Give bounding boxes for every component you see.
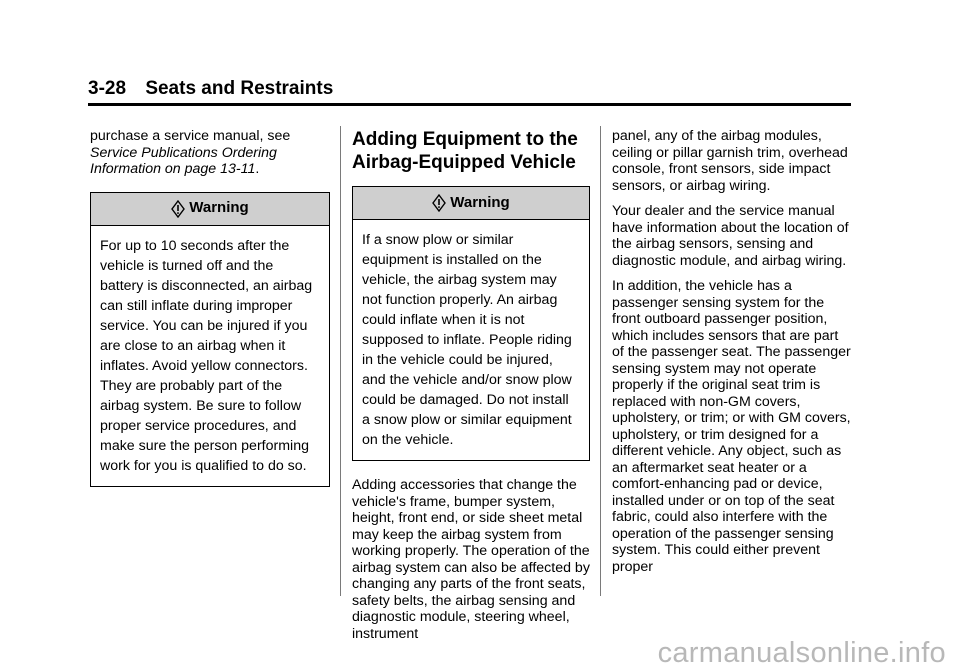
column-3 — [612, 128, 854, 584]
column-2 — [352, 128, 590, 651]
header-rule — [88, 103, 851, 106]
column-divider-right — [600, 126, 601, 596]
body-paragraph: Adding accessories that change the vehicle's frame, bumper system, height, front end, or side sheet metal may keep the airbag system from working properly. The operation of the airbag system can also be affected by changing any parts of the front seats, safety belts, the airbag sensing and diagnostic module, steering wheel, instrument — [352, 477, 590, 642]
column-1 — [90, 128, 330, 501]
section-title: Adding Equipment to the Airbag-Equipped Vehicle — [352, 129, 578, 173]
warning-icon — [432, 194, 446, 212]
body-paragraph: In addition, the vehicle has a passenger sensing system for the front outboard passenger position, which includes sensors that are part of the passenger seat. The passenger sensing system may not operate properly if the original seat trim is replaced with non-GM covers, upholstery, or trim; or with GM covers, upholstery, or trim designed for a different vehicle. Any object, such as an aftermarket seat heater or a comfort-enhancing pad or device, installed under or on top of the seat fabric, could also interfere with the operation of the passenger sensing system. This could either prevent proper — [612, 278, 851, 575]
warning-header — [91, 193, 329, 226]
service-publications-reference[interactable]: Service Publications Ordering Information on page 13-11 — [90, 144, 277, 177]
watermark: carmanualsonline.info — [657, 637, 946, 669]
warning-box — [352, 186, 590, 461]
body-paragraph: panel, any of the airbag modules, ceiling or pillar garnish trim, overhead console, front sensors, side impact sensors, or airbag wiring. — [612, 128, 848, 194]
warning-box — [90, 192, 330, 487]
column-divider-left — [340, 126, 341, 596]
intro-paragraph: purchase a service manual, see Service Publications Ordering Information on page 13-11. — [90, 128, 291, 177]
warning-text: For up to 10 seconds after the vehicle is turned off and the battery is disconnected, an airbag can still inflate during improper service. You can be injured if you are close to an airbag when it inflates. Avoid yellow connectors. They are probably part of the airbag system. Be sure to follow proper service procedures, and make sure the person performing work for you is qualified to do so. — [100, 237, 313, 474]
body-paragraph: Your dealer and the service manual have information about the location of the airbag sensors, sensing and diagnostic module, and airbag wiring. — [612, 203, 849, 269]
warning-text: If a snow plow or similar equipment is installed on the vehicle, the airbag system may not function properly. An airbag could inflate when it is not supposed to inflate. People riding in the vehicle could be injured, and the vehicle and/or snow plow could be damaged. Do not install a snow plow or similar equipment on the vehicle. — [362, 232, 572, 448]
warning-icon — [171, 200, 185, 218]
warning-header — [353, 187, 589, 220]
chapter-title: Seats and Restraints — [145, 78, 334, 99]
warning-title: Warning — [189, 199, 249, 217]
warning-title: Warning — [450, 193, 510, 211]
page-number: 3-28 — [88, 78, 127, 99]
page-header — [88, 78, 333, 100]
